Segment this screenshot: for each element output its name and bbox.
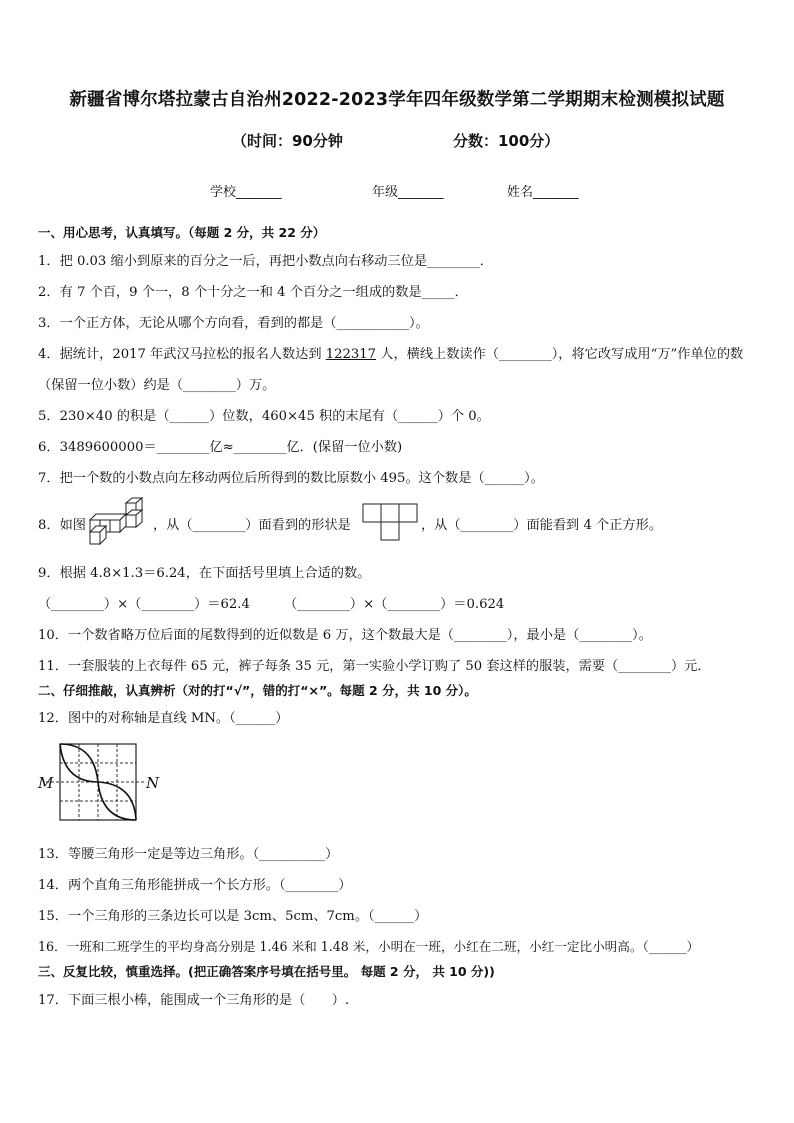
question-6: 6．3489600000＝________亿≈________亿．(保留一位小数) — [38, 440, 403, 455]
question-13: 13．等腰三角形一定是等边三角形。（__________） — [38, 847, 339, 862]
question-5: 5．230×40 的积是（______）位数，460×45 积的末尾有（______）个 0。 — [38, 409, 490, 424]
school-field: 学校_______ — [210, 185, 282, 200]
exam-score: 分数：100分） — [453, 132, 560, 150]
view-shape-figure — [362, 503, 420, 543]
grade-field: 年级_______ — [372, 185, 444, 200]
question-16: 16．一班和二班学生的平均身高分别是 1.46 米和 1.48 米，小明在一班，小红在二班，小红一定比小明高。（______） — [38, 939, 700, 954]
question-8-mid: ，从（________）面看到的形状是 — [153, 518, 351, 533]
question-4-text-b: 人，横线上数读作（________），将它改写成用“万”作单位的数 — [376, 347, 744, 362]
question-4-number: 122317 — [325, 347, 377, 362]
question-4-text-a: 4．据统计，2017 年武汉马拉松的报名人数达到 — [38, 347, 326, 362]
question-9: 9．根据 4.8×1.3＝6.24，在下面括号里填上合适的数。 — [38, 566, 371, 581]
question-3: 3．一个正方体，无论从哪个方向看，看到的都是（___________）。 — [38, 316, 429, 331]
section-3-heading: 三、反复比较，慎重选择。(把正确答案序号填在括号里。 每题 2 分， 共 10 分)) — [38, 964, 495, 979]
exam-time: （时间：90分钟 — [232, 132, 343, 150]
question-8-post: ，从（________）面能看到 4 个正方形。 — [421, 518, 662, 533]
symmetry-grid-figure — [36, 738, 166, 826]
page-title: 新疆省博尔塔拉蒙古自治州2022-2023学年四年级数学第二学期期末检测模拟试题 — [69, 90, 725, 110]
question-1: 1．把 0.03 缩小到原来的百分之一后，再把小数点向右移动三位是________． — [38, 254, 493, 269]
cube-stack-figure — [88, 496, 152, 546]
question-17: 17．下面三根小棒，能围成一个三角形的是（ ）. — [38, 993, 350, 1008]
question-9-part-a: （________）×（________）＝62.4 — [38, 597, 250, 612]
question-4-line-2: （保留一位小数）约是（________）万。 — [38, 378, 276, 393]
question-7: 7．把一个数的小数点向左移动两位后所得到的数比原数小 495。这个数是（______）。 — [38, 471, 544, 486]
question-9-part-b: （________）×（________）＝0.624 — [284, 597, 505, 612]
section-2-heading: 二、仔细推敲，认真辨析（对的打“√”，错的打“×”。每题 2 分，共 10 分）。 — [38, 683, 477, 698]
question-2: 2．有 7 个百，9 个一，8 个十分之一和 4 个百分之一组成的数是_____． — [38, 285, 468, 300]
question-12: 12．图中的对称轴是直线 MN。（______） — [38, 711, 289, 726]
label-n: N — [146, 774, 160, 792]
label-m: M — [38, 774, 54, 792]
question-15: 15．一个三角形的三条边长可以是 3cm、5cm、7cm。（______） — [38, 909, 428, 924]
question-4-line-1 — [38, 343, 743, 362]
question-8-pre: 8．如图 — [38, 518, 86, 533]
question-14: 14．两个直角三角形能拼成一个长方形。（________） — [38, 878, 352, 893]
question-11: 11．一套服装的上衣每件 65 元，裤子每条 35 元，第一实验小学订购了 50 套这样的服装，需要（________）元． — [38, 659, 711, 674]
name-field: 姓名_______ — [507, 185, 579, 200]
section-1-heading: 一、用心思考，认真填写。（每题 2 分，共 22 分） — [38, 225, 326, 240]
question-10: 10．一个数省略万位后面的尾数得到的近似数是 6 万，这个数最大是（________），最小是（________）。 — [38, 628, 652, 643]
